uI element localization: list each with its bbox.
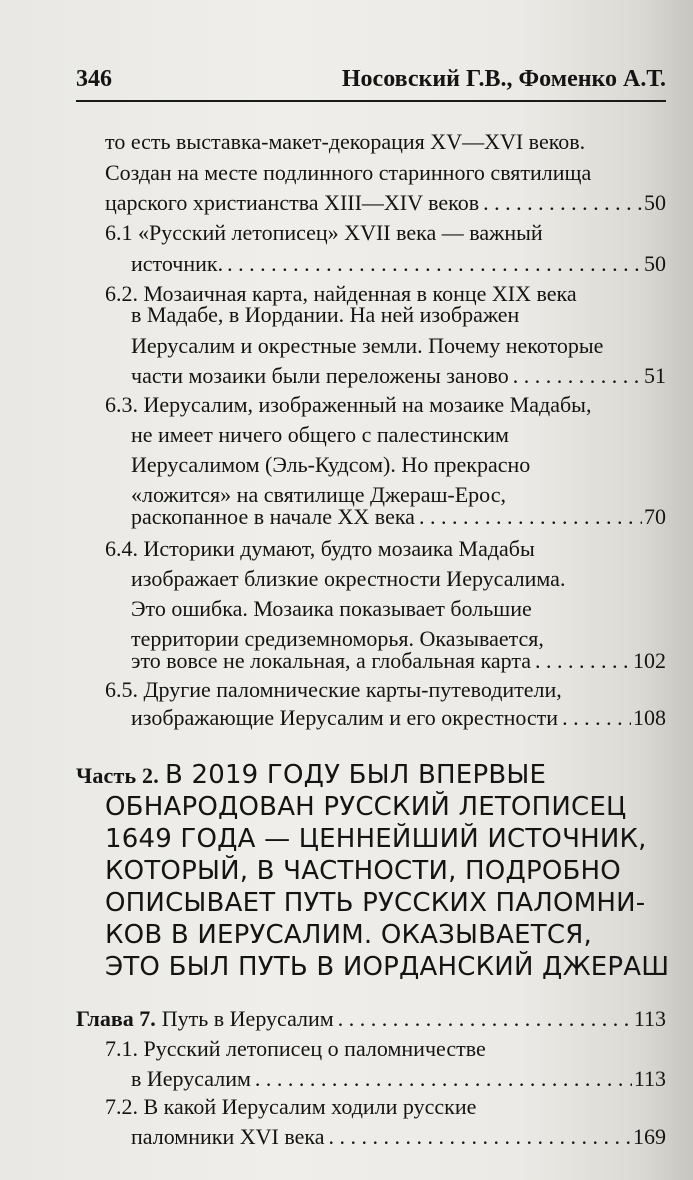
toc-line: 6.1 «Русский летописец» XVII века — важный	[105, 220, 543, 245]
toc-entry-last-line: изображающие Иерусалим и его окрестности . . . 108	[131, 701, 666, 735]
chapter-heading-line	[76, 1002, 666, 1036]
chapter-label: Глава 7.	[76, 1006, 156, 1031]
toc-line: то есть выставка-макет-декорация XV—XVI веков.	[105, 129, 586, 154]
chapter-title: Путь в Иерусалим	[161, 1006, 334, 1031]
part-heading-line: 1649 ГОДА — ЦЕННЕЙШИЙ ИСТОЧНИК,	[105, 824, 647, 854]
author-names: Носовский Г.В., Фоменко А.Т.	[341, 66, 666, 92]
toc-entry-last-line: это вовсе не локальная, а глобальная карта . . . 102	[131, 644, 666, 678]
toc-entry-last-line: паломники XVI века . . . 169	[131, 1120, 666, 1154]
toc-line: изображает близкие окрестности Иерусалима.	[131, 566, 566, 591]
toc-line: 6.2. Мозаичная карта, найденная в конце XIX века	[105, 281, 577, 306]
part-heading-line: Часть 2. В 2019 ГОДУ БЫЛ ВПЕРВЫЕ	[76, 760, 547, 790]
dot-leader	[558, 701, 631, 735]
entry-page-number: 51	[644, 363, 666, 388]
entry-page-number: 50	[644, 251, 666, 276]
entry-page-number: 108	[633, 705, 666, 730]
entry-page-number: 113	[633, 1066, 666, 1091]
toc-line: не имеет ничего общего с палестинским	[131, 422, 509, 447]
toc-line: территории средиземноморья. Оказывается,	[131, 626, 544, 651]
dot-leader	[223, 247, 642, 281]
toc-entry-last-line: в Иерусалим . . . 113	[131, 1062, 666, 1096]
toc-entry-last-line: царского христианства XIII—XIV веков . . . 50	[105, 186, 666, 220]
toc-line: 6.4. Историки думают, будто мозаика Мадабы	[105, 536, 535, 561]
toc-entry-last-line: части мозаики были переложены заново . . . 51	[131, 359, 666, 393]
toc-line: Иерусалимом (Эль-Кудсом). Но прекрасно	[131, 452, 531, 477]
running-head	[76, 64, 666, 102]
part-label: Часть 2.	[76, 763, 159, 788]
toc-line: в Мадабе, в Иордании. На ней изображен	[131, 302, 520, 327]
entry-page-number: 113	[633, 1006, 666, 1031]
toc-line: 7.1. Русский летописец о паломничестве	[105, 1036, 486, 1061]
toc-line: 6.5. Другие паломнические карты-путеводители,	[105, 677, 562, 702]
page-number: 346	[76, 66, 112, 92]
toc-entry-last-line: раскопанное в начале XX века . . . 70	[131, 500, 666, 534]
dot-leader	[479, 186, 642, 220]
toc-line: «ложится» на святилище Джераш-Ерос,	[131, 482, 506, 507]
toc-line: 7.2. В какой Иерусалим ходили русские	[105, 1094, 477, 1119]
dot-leader	[334, 1002, 632, 1036]
dot-leader	[324, 1120, 631, 1154]
toc-line: Создан на месте подлинного старинного святилища	[105, 160, 592, 185]
toc-line: Иерусалим и окрестные земли. Почему некоторые	[131, 333, 604, 358]
part-heading-line: ОПИСЫВАЕТ ПУТЬ РУССКИХ ПАЛОМНИ-	[105, 888, 646, 918]
entry-page-number: 50	[644, 190, 666, 215]
toc-line: 6.3. Иерусалим, изображенный на мозаике Мадабы,	[105, 392, 592, 417]
toc-line: Это ошибка. Мозаика показывает большие	[131, 596, 532, 621]
entry-page-number: 70	[644, 504, 666, 529]
dot-leader	[415, 500, 642, 534]
part-heading-line: КОТОРЫЙ, В ЧАСТНОСТИ, ПОДРОБНО	[105, 856, 621, 886]
part-heading-line: ЭТО БЫЛ ПУТЬ В ИОРДАНСКИЙ ДЖЕРАШ	[105, 952, 670, 982]
entry-page-number: 169	[633, 1124, 666, 1149]
part-heading-line: КОВ В ИЕРУСАЛИМ. ОКАЗЫВАЕТСЯ,	[105, 920, 592, 950]
entry-page-number: 102	[633, 648, 666, 673]
part-heading-line: ОБНАРОДОВАН РУССКИЙ ЛЕТОПИСЕЦ	[105, 792, 627, 822]
toc-entry-last-line: источник. . . . 50	[131, 247, 666, 281]
